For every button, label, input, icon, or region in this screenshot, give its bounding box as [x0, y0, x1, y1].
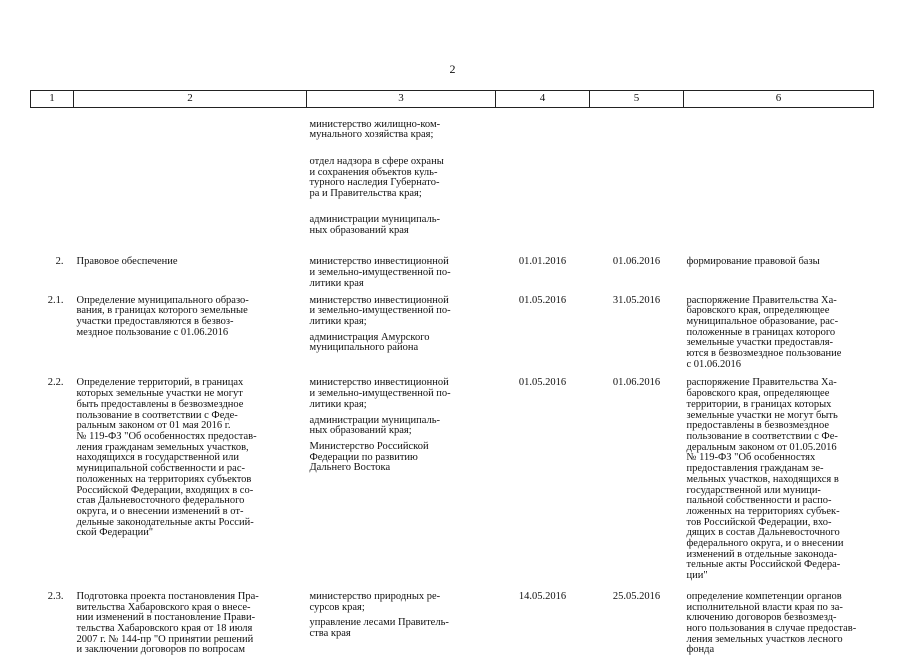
start-date: 01.05.2016 [518, 377, 567, 389]
action-text: Определение территорий, в границах которых земельные участки не могут быть предоставлены в безвозмездное пользование в соответствии с Феде- ральным законом от 01 мая 2016 г. № 119-ФЗ "Об особенностях предостав- ления гражданам земельных участков, находящихся в государственной или муниципальной собственности и рас- положенных на территориях субъектов Российской Федерации, входящих в со- став Дальневосточного федерального округа, и о внесении изменений в от- дельные законодательные акты Россий- ской Федерации" [76, 377, 257, 539]
header-col-1: 1 [31, 91, 74, 108]
column-number-header [31, 91, 874, 108]
executor: министерство природных ре- сурсов края; [309, 590, 441, 613]
continuation-executors [307, 108, 496, 248]
header-col-3: 3 [307, 91, 496, 108]
executors-cell [307, 582, 496, 656]
page-number: 2 [449, 62, 456, 76]
executors-cell [307, 370, 496, 581]
start-date: 01.01.2016 [518, 256, 567, 268]
table-row [31, 290, 874, 371]
end-date: 25.05.2016 [612, 590, 661, 602]
result-text: формирование правовой базы [686, 256, 820, 268]
header-col-6: 6 [684, 91, 874, 108]
end-date: 31.05.2016 [612, 294, 661, 306]
result-text: распоряжение Правительства Ха- баровского края, определяющее территории, в границах которых земельные участки не могут быть предоставлены в безвозмездное пользование в соответствии с Фе- деральным законом от 01.05.2016 № 119-ФЗ "Об особенностях предоставления гражданам зе- мельных участков, находящихся в государственной или муници- пальной собственности и распо- ложенных на территориях субъек- тов Российской Федерации, вхо- дящих в состав Дальневосточного федерального округа, и о внесении изменений в отдельные законода- тельные акты Российской Федера- ции" [686, 377, 844, 582]
executor: министерство инвестиционной и земельно-имущественной по- литики края; [309, 294, 451, 327]
executor: Министерство Российской Федерации по развитию Дальнего Востока [309, 440, 429, 474]
executor: администрации муниципаль- ных образований края [309, 214, 441, 237]
executor: администрации муниципаль- ных образований края; [309, 414, 441, 437]
action-text: Подготовка проекта постановления Пра- вительства Хабаровского края о внесе- нии изменений в постановление Прави- тельства Хабаровского края от 18 июля 2007 г. № 144-пр "О принятии решений и заключении договоров по вопросам [76, 590, 259, 656]
start-date: 14.05.2016 [518, 590, 567, 602]
continuation-row [31, 108, 874, 248]
row-number: 2.2. [47, 377, 64, 389]
start-date: 01.05.2016 [518, 294, 567, 306]
end-date: 01.06.2016 [612, 256, 661, 268]
executor: министерство жилищно-ком- мунального хозяйства края; [309, 118, 441, 141]
table-row [31, 370, 874, 581]
row-number: 2.1. [47, 294, 64, 306]
executor: министерство инвестиционной и земельно-имущественной по- литики края; [309, 377, 451, 410]
header-col-5: 5 [590, 91, 684, 108]
executor: отдел надзора в сфере охраны и сохранения объектов куль- турного наследия Губернато- ра и Правительства края; [309, 155, 444, 199]
action-text: Правовое обеспечение [76, 256, 178, 268]
row-number: 2. [55, 256, 64, 268]
executor: управление лесами Правитель- ства края [309, 617, 449, 639]
end-date: 01.06.2016 [612, 377, 661, 389]
executors-cell [307, 247, 496, 289]
executor: министерство инвестиционной и земельно-имущественной по- литики края [309, 256, 451, 289]
plan-table [30, 90, 874, 656]
row-number: 2.3. [47, 590, 64, 602]
action-text: Определение муниципального образо- вания, в границах которого земельные участки предоставляются в безвоз- мездное пользование с 01.06.2016 [76, 294, 249, 338]
result-text: распоряжение Правительства Ха- баровского края, определяющее муниципальное образование, рас- положенные в границах которого земельные участки предоставля- ются в безвозмездное пользование с 01.06.2016 [686, 294, 842, 370]
header-col-2: 2 [74, 91, 307, 108]
table-row [31, 582, 874, 656]
executor: администрация Амурского муниципального района [309, 331, 430, 354]
executors-cell [307, 290, 496, 371]
header-col-4: 4 [496, 91, 590, 108]
result-text: определение компетенции органов исполнительной власти края по за- ключению договоров безвозмезд- ного пользования в случае предостав- ления земельных участков лесного фонда [686, 590, 857, 656]
table-row [31, 247, 874, 289]
